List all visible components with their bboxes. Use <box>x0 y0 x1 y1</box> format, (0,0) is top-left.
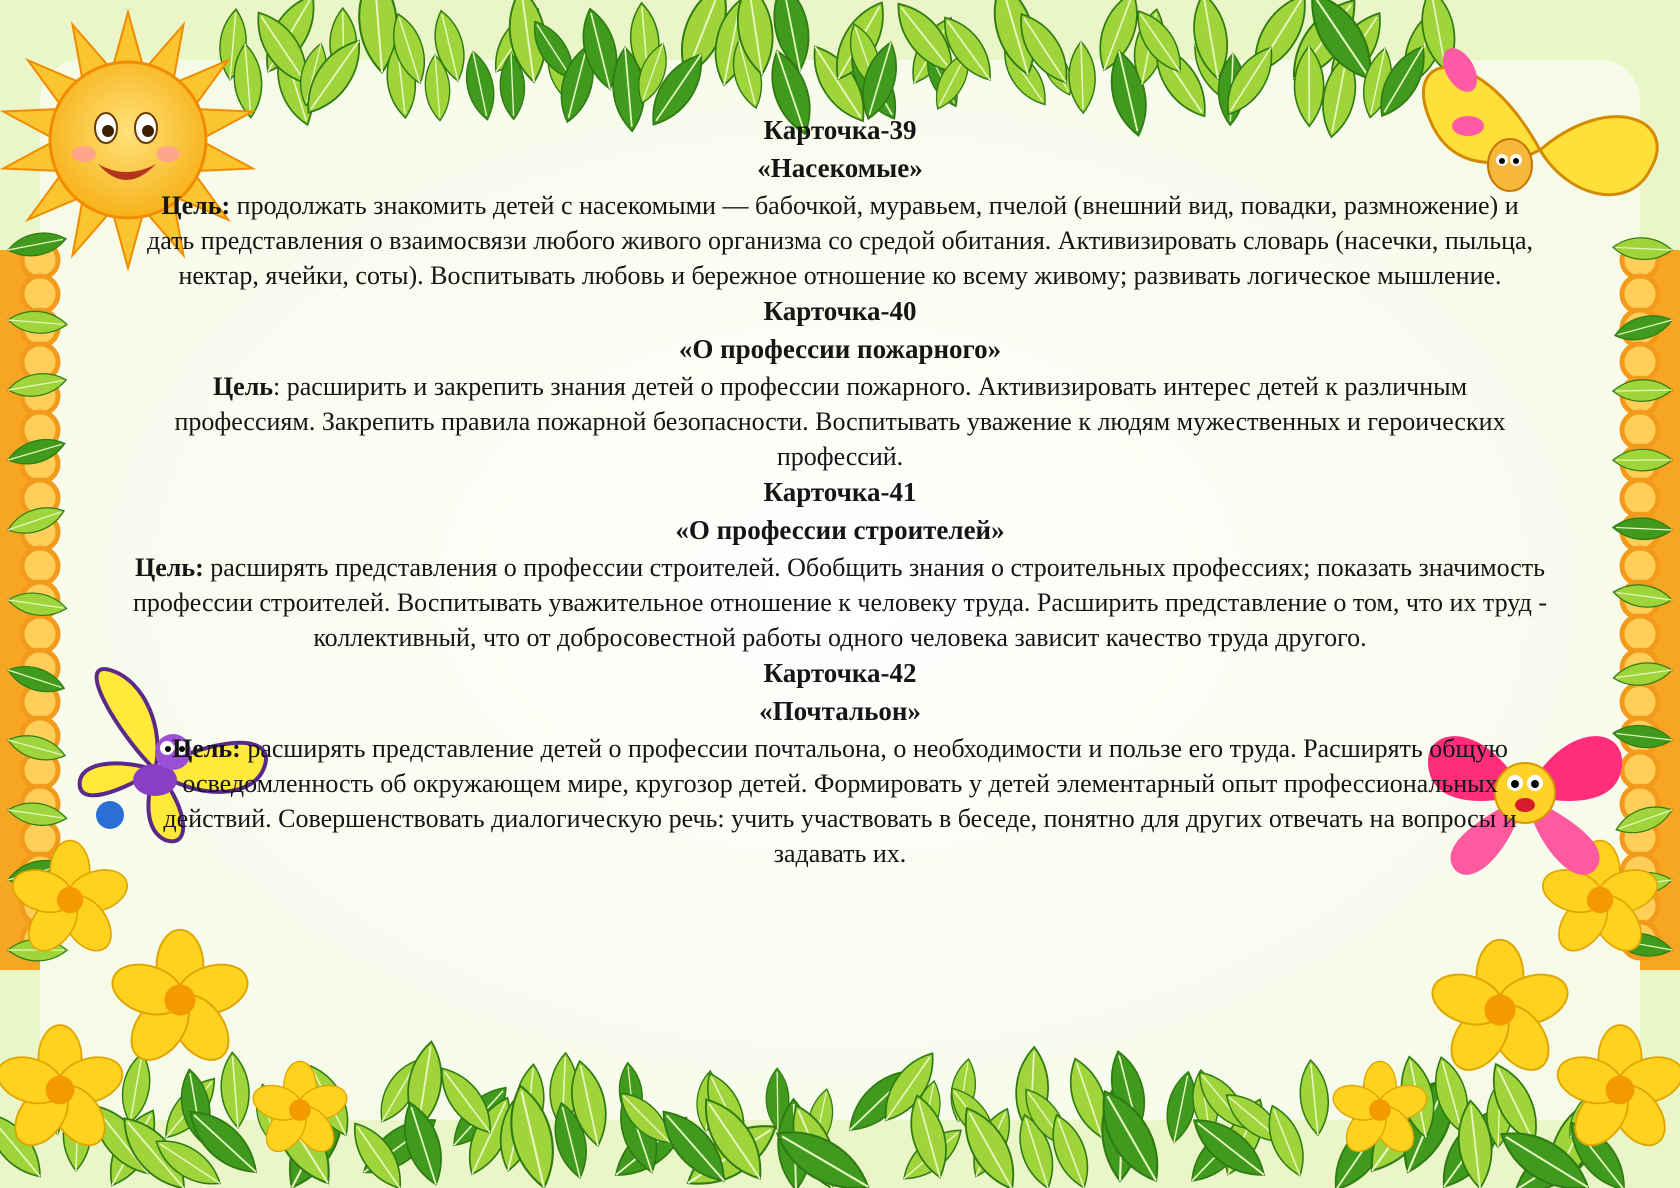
scallop <box>1622 684 1658 720</box>
card-title: Карточка-39 <box>763 115 917 145</box>
scallop <box>22 548 58 584</box>
card-goal <box>140 731 1540 871</box>
card-goal <box>110 550 1570 655</box>
scallop <box>1622 412 1658 448</box>
card-title: Карточка-40 <box>763 296 917 326</box>
goal-text: расширять представления о профессии строителей. Обобщить знания о строительных профессиях; показать значимость профессии строителей. Воспитывать уважительное отношение к человеку труда. Расширить представление о том, что их труд - коллективный, что от добросовестной работы одного человека зависит качество труда другого. <box>133 553 1547 652</box>
scallop <box>1622 752 1658 788</box>
goal-label: Цель: <box>172 734 241 763</box>
scallop <box>1622 344 1658 380</box>
goal-text: : расширить и закрепить знания детей о профессии пожарного. Активизировать интерес детей к различным профессиям. Закрепить правила пожарной безопасности. Воспитывать уважение к людям мужественных и героических профессий. <box>174 372 1506 471</box>
card-39 <box>110 112 1570 293</box>
card-subtitle: «Насекомые» <box>757 153 923 183</box>
card-subtitle: «О профессии пожарного» <box>678 334 1002 364</box>
scallop <box>22 276 58 312</box>
card-title: Карточка-42 <box>763 658 917 688</box>
card-title: Карточка-41 <box>763 477 917 507</box>
goal-label: Цель <box>212 372 274 401</box>
card-subtitle: «Почтальон» <box>759 696 921 726</box>
scallop <box>1622 616 1658 652</box>
card-goal <box>140 188 1540 293</box>
card-41 <box>110 474 1570 655</box>
scallop <box>1622 548 1658 584</box>
card-subtitle: «О профессии строителей» <box>675 515 1005 545</box>
goal-label: Цель: <box>135 553 204 582</box>
cards-content <box>110 112 1570 871</box>
goal-text: расширять представление детей о профессии почтальона, о необходимости и пользе его труда. Расширять общую осведомленность об окружающем мире, кругозор детей. Формировать у детей элементарный опыт профессиональных действий. Совершенствовать диалогическую речь: учить участвовать в беседе, понятно для других отвечать на вопросы и задавать их. <box>163 734 1517 868</box>
card-42 <box>110 655 1570 871</box>
card-goal <box>160 369 1520 474</box>
goal-label: Цель: <box>161 191 231 220</box>
scallop <box>1622 276 1658 312</box>
scallop <box>22 616 58 652</box>
card-40 <box>110 293 1570 474</box>
goal-text: продолжать знакомить детей с насекомыми — бабочкой, муравьем, пчелой (внешний вид, повадки, размножение) и дать представления о взаимосвязи любого живого организма со средой обитания. Активизировать словарь (насечки, пыльца, нектар, ячейки, соты). Воспитывать любовь и бережное отношение ко всему живому; развивать логическое мышление. <box>146 191 1534 290</box>
scallop <box>1622 480 1658 516</box>
